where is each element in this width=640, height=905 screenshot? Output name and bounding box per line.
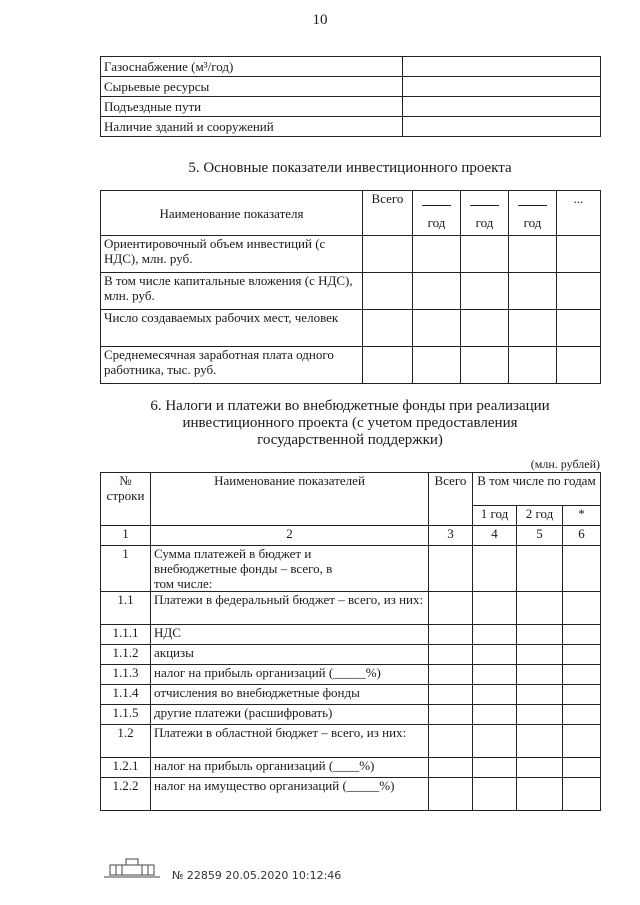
table-row: [101, 236, 601, 273]
table-row: 1.1.2 акцизы: [101, 645, 601, 665]
row-label: Сырьевые ресурсы: [101, 77, 403, 97]
investment-indicators-table: [100, 190, 601, 384]
row-label: Подъездные пути: [101, 97, 403, 117]
table-header: [101, 191, 601, 236]
col-y2-header: 2 год: [517, 506, 563, 526]
page-number: 10: [312, 12, 328, 28]
col-incl-header: В том числе по годам: [473, 473, 601, 506]
taxes-table: [100, 472, 601, 811]
table-row: 1.1.5 другие платежи (расшифровать): [101, 705, 601, 725]
table-row: [101, 97, 601, 117]
col-year-header: [413, 191, 461, 236]
col-name-header: Наименование показателей: [151, 473, 429, 526]
year-label: год: [475, 215, 494, 230]
document-stamp: № 22859 20.05.2020 10:12:46: [172, 869, 342, 882]
row-label: Число создаваемых рабочих мест, человек: [101, 310, 363, 347]
table-row: 1.1 Платежи в федеральный бюджет – всего, из них:: [101, 592, 601, 625]
col-star-header: *: [563, 506, 601, 526]
col-no-header: № строки: [101, 473, 151, 526]
section5-title: 5. Основные показатели инвестиционного проекта: [188, 160, 512, 176]
year-label: год: [427, 215, 446, 230]
table-row: 1.1.4 отчисления во внебюджетные фонды: [101, 685, 601, 705]
col-y1-header: 1 год: [473, 506, 517, 526]
row-label: Газоснабжение (м³/год): [101, 57, 403, 77]
table-row: [101, 310, 601, 347]
col-numbers-row: 1 2 3 4 5 6: [101, 526, 601, 546]
table-row: 1.1.1 НДС: [101, 625, 601, 645]
table-header: [101, 473, 601, 506]
row-label: Среднемесячная заработная плата одного работника, тыс. руб.: [101, 347, 363, 384]
table-row: [101, 77, 601, 97]
table-row: 1 Сумма платежей в бюджет и внебюджетные фонды – всего, в том числе:: [101, 546, 601, 592]
col-more-header: ...: [557, 191, 601, 236]
table-row: 1.2 Платежи в областной бюджет – всего, из них:: [101, 725, 601, 758]
col-year-header: [509, 191, 557, 236]
table-row: 1.2.2 налог на имущество организаций (_____%): [101, 778, 601, 811]
table-row: 1.1.3 налог на прибыль организаций (_____%): [101, 665, 601, 685]
col-total-header: Всего: [429, 473, 473, 526]
col-year-header: [461, 191, 509, 236]
building-emblem-icon: [102, 853, 162, 879]
row-label: Ориентировочный объем инвестиций (с НДС), млн. руб.: [101, 236, 363, 273]
year-label: год: [523, 215, 542, 230]
table-row: [101, 57, 601, 77]
unit-note: (млн. рублей): [530, 457, 600, 471]
table-row: [101, 347, 601, 384]
col-name-header: Наименование показателя: [101, 191, 363, 236]
table-row: [101, 117, 601, 137]
col-total-header: Всего: [363, 191, 413, 236]
table-row: [101, 273, 601, 310]
table-row: 1.2.1 налог на прибыль организаций (____%): [101, 758, 601, 778]
row-label: Наличие зданий и сооружений: [101, 117, 403, 137]
resources-table: [100, 56, 601, 137]
section6-title: 6. Налоги и платежи во внебюджетные фонды при реализации инвестиционного проекта (с учетом предоставления государственной поддержки): [150, 398, 550, 448]
row-label: В том числе капитальные вложения (с НДС), млн. руб.: [101, 273, 363, 310]
